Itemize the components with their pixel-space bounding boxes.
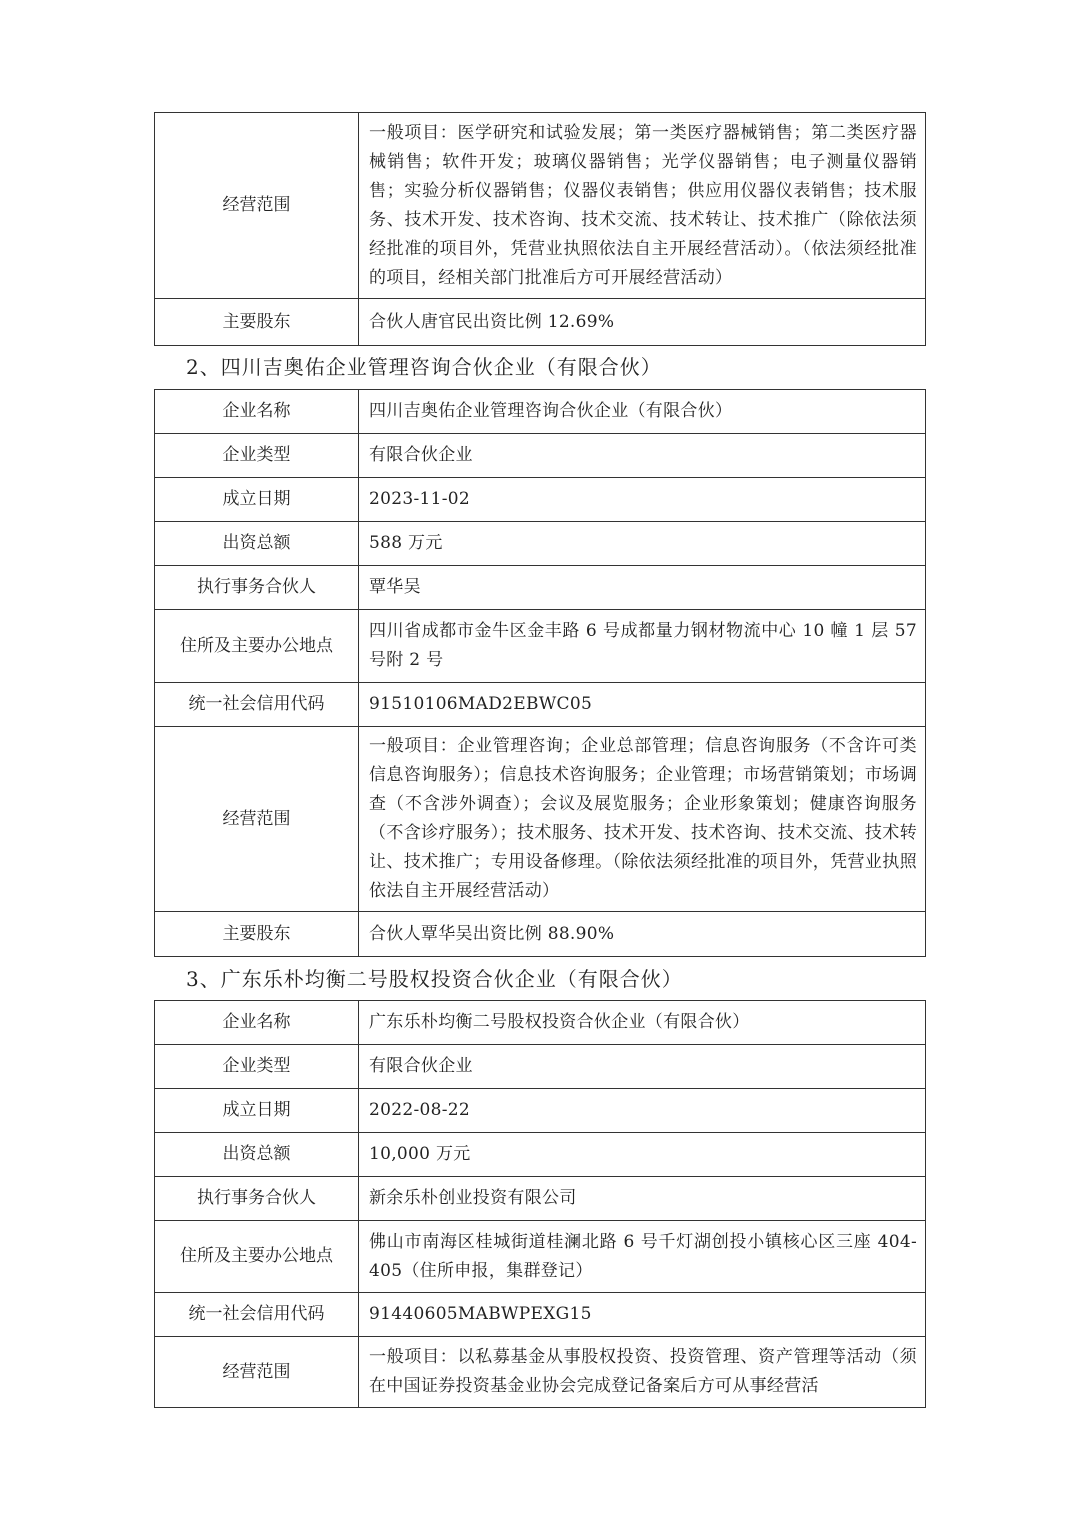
row-label: 主要股东 xyxy=(155,912,359,957)
table-row xyxy=(155,434,926,478)
section-2-heading: 2、四川吉奥佑企业管理咨询合伙企业（有限合伙） xyxy=(186,355,662,379)
table-row xyxy=(155,113,926,299)
table-row xyxy=(155,566,926,610)
row-label: 企业类型 xyxy=(155,1045,359,1089)
row-label: 成立日期 xyxy=(155,1089,359,1133)
row-value: 合伙人覃华吴出资比例 88.90% xyxy=(359,912,926,957)
row-value: 新余乐朴创业投资有限公司 xyxy=(359,1177,926,1221)
table-row xyxy=(155,683,926,727)
table-row xyxy=(155,610,926,683)
row-value: 2023-11-02 xyxy=(359,478,926,522)
table-row xyxy=(155,1045,926,1089)
row-label: 经营范围 xyxy=(155,1337,359,1408)
table-row xyxy=(155,1337,926,1408)
row-value: 一般项目：企业管理咨询；企业总部管理；信息咨询服务（不含许可类信息咨询服务）；信息技术咨询服务；企业管理；市场营销策划；市场调查（不含涉外调查）；会议及展览服务；企业形象策划；健康咨询服务（不含诊疗服务）；技术服务、技术开发、技术咨询、技术交流、技术转让、技术推广；专用设备修理。（除依法须经批准的项目外，凭营业执照依法自主开展经营活动） xyxy=(359,727,926,912)
row-value: 四川省成都市金牛区金丰路 6 号成都量力钢材物流中心 10 幢 1 层 57 号附 2 号 xyxy=(359,610,926,683)
row-value: 四川吉奥佑企业管理咨询合伙企业（有限合伙） xyxy=(359,390,926,434)
row-label: 住所及主要办公地点 xyxy=(155,610,359,683)
row-label: 成立日期 xyxy=(155,478,359,522)
table-2 xyxy=(154,389,926,957)
row-label: 企业类型 xyxy=(155,434,359,478)
table-row xyxy=(155,1001,926,1045)
row-value: 588 万元 xyxy=(359,522,926,566)
row-value: 一般项目：医学研究和试验发展；第一类医疗器械销售；第二类医疗器械销售；软件开发；玻璃仪器销售；光学仪器销售；电子测量仪器销售；实验分析仪器销售；仪器仪表销售；供应用仪器仪表销售；技术服务、技术开发、技术咨询、技术交流、技术转让、技术推广（除依法须经批准的项目外，凭营业执照依法自主开展经营活动）。（依法须经批准的项目，经相关部门批准后方可开展经营活动） xyxy=(359,113,926,299)
row-value: 91510106MAD2EBWC05 xyxy=(359,683,926,727)
table-row xyxy=(155,1177,926,1221)
table-row xyxy=(155,1221,926,1293)
row-value: 覃华吴 xyxy=(359,566,926,610)
row-value: 广东乐朴均衡二号股权投资合伙企业（有限合伙） xyxy=(359,1001,926,1045)
row-label: 统一社会信用代码 xyxy=(155,683,359,727)
row-label: 执行事务合伙人 xyxy=(155,1177,359,1221)
row-value: 有限合伙企业 xyxy=(359,1045,926,1089)
table-1 xyxy=(154,112,926,346)
row-value: 佛山市南海区桂城街道桂澜北路 6 号千灯湖创投小镇核心区三座 404-405（住所申报，集群登记） xyxy=(359,1221,926,1293)
table-row xyxy=(155,1089,926,1133)
table-row xyxy=(155,1293,926,1337)
row-label: 出资总额 xyxy=(155,522,359,566)
table-row xyxy=(155,478,926,522)
row-label: 经营范围 xyxy=(155,727,359,912)
section-3-heading: 3、广东乐朴均衡二号股权投资合伙企业（有限合伙） xyxy=(186,967,683,991)
row-value: 合伙人唐官民出资比例 12.69% xyxy=(359,299,926,346)
row-label: 经营范围 xyxy=(155,113,359,299)
row-value: 2022-08-22 xyxy=(359,1089,926,1133)
table-row xyxy=(155,299,926,346)
row-label: 企业名称 xyxy=(155,1001,359,1045)
table-3 xyxy=(154,1000,926,1408)
row-value: 有限合伙企业 xyxy=(359,434,926,478)
row-label: 主要股东 xyxy=(155,299,359,346)
table-row xyxy=(155,390,926,434)
table-row xyxy=(155,1133,926,1177)
row-value: 10,000 万元 xyxy=(359,1133,926,1177)
table-row xyxy=(155,912,926,957)
table-row xyxy=(155,522,926,566)
row-label: 出资总额 xyxy=(155,1133,359,1177)
row-label: 企业名称 xyxy=(155,390,359,434)
row-label: 执行事务合伙人 xyxy=(155,566,359,610)
row-value: 91440605MABWPEXG15 xyxy=(359,1293,926,1337)
row-label: 住所及主要办公地点 xyxy=(155,1221,359,1293)
row-label: 统一社会信用代码 xyxy=(155,1293,359,1337)
table-row xyxy=(155,727,926,912)
row-value: 一般项目：以私募基金从事股权投资、投资管理、资产管理等活动（须在中国证券投资基金业协会完成登记备案后方可从事经营活 xyxy=(359,1337,926,1408)
